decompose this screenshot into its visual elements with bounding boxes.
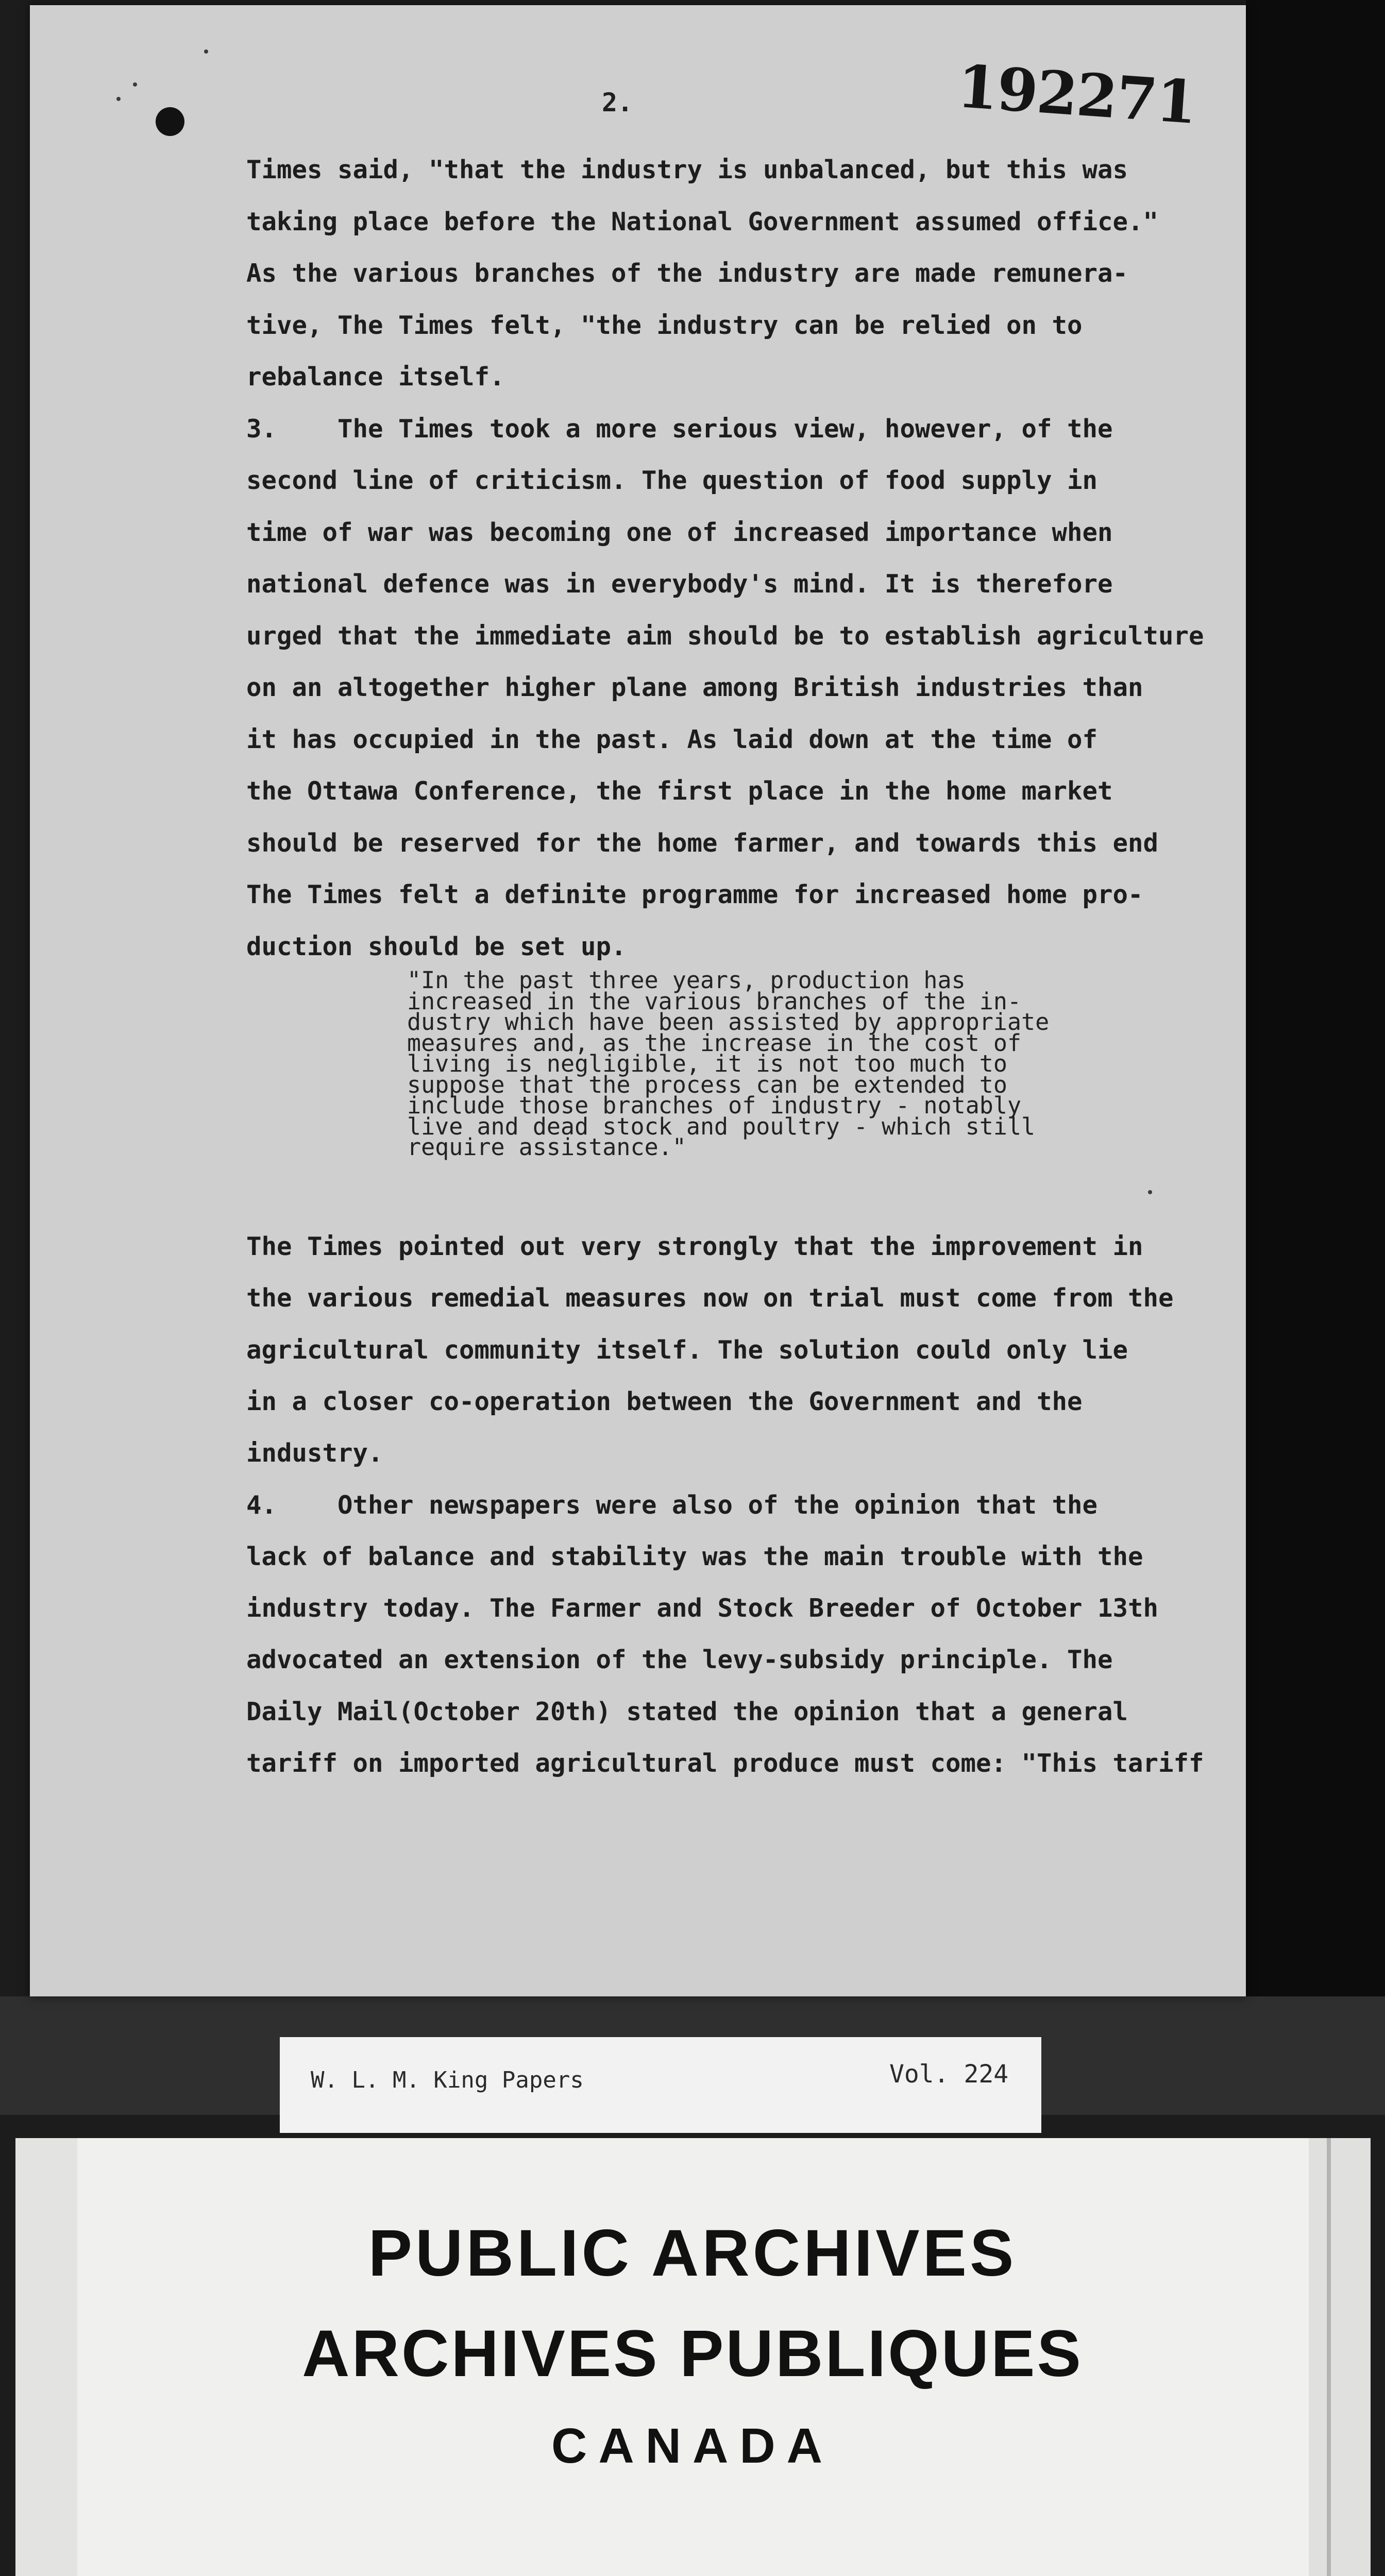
text-line: it has occupied in the past. As laid down at the time of bbox=[246, 724, 1098, 754]
document-number-stamp: 192271 bbox=[955, 52, 1198, 138]
quote-line: dustry which have been assisted by appropriate bbox=[407, 1008, 1050, 1036]
text-line: the Ottawa Conference, the first place in the home market bbox=[246, 776, 1113, 806]
text-line: national defence was in everybody's mind. It is therefore bbox=[246, 569, 1113, 599]
dust-speck bbox=[116, 97, 121, 101]
document-page bbox=[30, 5, 1246, 1996]
text-line: taking place before the National Government assumed office." bbox=[246, 207, 1159, 236]
quote-line: "In the past three years, production has bbox=[407, 967, 966, 994]
text-line: in a closer co-operation between the Government and the bbox=[246, 1386, 1083, 1416]
punch-hole bbox=[156, 107, 184, 136]
quote-line: live and dead stock and poultry - which still bbox=[407, 1112, 1036, 1140]
quote-line: suppose that the process can be extended to bbox=[407, 1071, 1007, 1098]
text-line: The Times pointed out very strongly that the improvement in bbox=[246, 1232, 1143, 1261]
text-line: advocated an extension of the levy-subsidy principle. The bbox=[246, 1645, 1113, 1675]
text-line: urged that the immediate aim should be to establish agriculture bbox=[246, 621, 1204, 651]
collection-name: W. L. M. King Papers bbox=[311, 2067, 584, 2093]
quote-line: living is negligible, it is not too much to bbox=[407, 1050, 1007, 1077]
text-line: Times said, "that the industry is unbalanced, but this was bbox=[246, 155, 1128, 184]
text-line: lack of balance and stability was the main trouble with the bbox=[246, 1541, 1143, 1571]
archive-title-english: PUBLIC ARCHIVES bbox=[368, 2216, 1017, 2290]
text-line: on an altogether higher plane among British industries than bbox=[246, 673, 1143, 702]
page-number: 2. bbox=[602, 88, 633, 117]
text-line: second line of criticism. The question of food supply in bbox=[246, 466, 1098, 495]
text-line: 4. Other newspapers were also of the opinion that the bbox=[246, 1490, 1098, 1520]
quote-line: increased in the various branches of the in- bbox=[407, 987, 1022, 1015]
film-dark-edge bbox=[1246, 0, 1385, 2040]
text-line: industry today. The Farmer and Stock Breeder of October 13th bbox=[246, 1594, 1159, 1623]
text-line: As the various branches of the industry are made remunera- bbox=[246, 259, 1128, 288]
text-line: tive, The Times felt, "the industry can be relied on to bbox=[246, 310, 1083, 340]
text-line: duction should be set up. bbox=[246, 931, 627, 961]
text-line: The Times felt a definite programme for increased home pro- bbox=[246, 880, 1143, 909]
volume-number: Vol. 224 bbox=[889, 2060, 1009, 2089]
text-line: agricultural community itself. The solution could only lie bbox=[246, 1335, 1128, 1365]
text-line: rebalance itself. bbox=[246, 362, 505, 392]
quote-line: require assistance." bbox=[407, 1133, 686, 1161]
quote-line: include those branches of industry - notably bbox=[407, 1092, 1022, 1119]
dust-speck bbox=[133, 82, 137, 87]
text-line: industry. bbox=[246, 1438, 383, 1468]
text-line: 3. The Times took a more serious view, however, of the bbox=[246, 414, 1113, 444]
text-line: Daily Mail(October 20th) stated the opinion that a general bbox=[246, 1697, 1128, 1726]
archive-title-french: ARCHIVES PUBLIQUES bbox=[302, 2317, 1083, 2391]
text-line: tariff on imported agricultural produce must come: "This tariff bbox=[246, 1749, 1204, 1778]
dust-speck bbox=[1148, 1190, 1152, 1194]
text-line: should be reserved for the home farmer, and towards this end bbox=[246, 828, 1159, 858]
text-line: the various remedial measures now on trial must come from the bbox=[246, 1283, 1174, 1313]
quote-line: measures and, as the increase in the cost of bbox=[407, 1029, 1022, 1057]
text-line: time of war was becoming one of increased importance when bbox=[246, 517, 1113, 547]
dust-speck bbox=[204, 49, 208, 54]
collection-label bbox=[280, 2037, 1041, 2133]
archive-country: CANADA bbox=[551, 2418, 834, 2473]
